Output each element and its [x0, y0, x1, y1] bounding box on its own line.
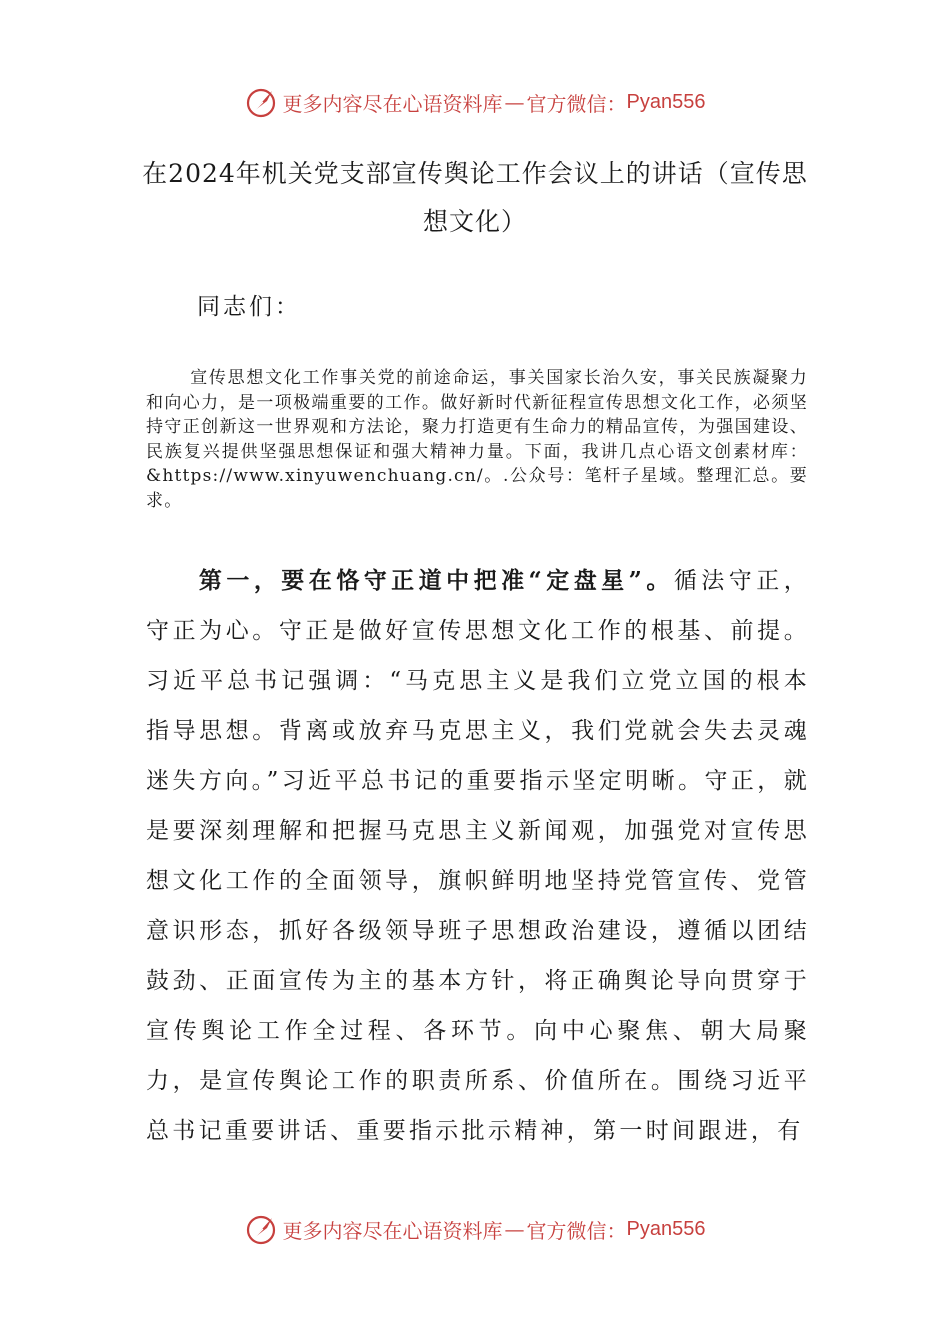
banner-dash: —	[504, 1217, 525, 1241]
footer-watermark-banner	[0, 1211, 950, 1247]
banner-wechat-label: 官方微信：	[526, 1218, 627, 1243]
banner-wechat-id: Pyan556	[626, 1217, 706, 1240]
banner-dash: —	[504, 90, 525, 114]
quill-logo-icon	[245, 85, 279, 119]
section-1-paragraph	[146, 556, 810, 1156]
intro-paragraph: 宣传思想文化工作事关党的前途命运，事关国家长治久安，事关民族凝聚力和向心力，是一项极端重要的工作。做好新时代新征程宣传思想文化工作，必须坚持守正创新这一世界观和方法论，聚力打造更有生命力的精品宣传，为强国建设、民族复兴提供坚强思想保证和强大精神力量。下面，我讲几点心语文创素材库：&https://www.xinyuwenchuang.cn/。.公众号：笔杆子星域。整理汇总。要求。	[146, 368, 808, 511]
section-1-heading: 第一，要在恪守正道中把准“定盘星”。	[198, 567, 674, 594]
banner-site-name: 更多内容尽在心语资料库	[282, 91, 503, 116]
banner-wechat-label: 官方微信：	[526, 91, 627, 116]
header-watermark-banner	[0, 84, 950, 120]
banner-site-name: 更多内容尽在心语资料库	[282, 1218, 503, 1243]
banner-wechat-id: Pyan556	[626, 90, 706, 113]
salutation: 同志们：	[197, 294, 301, 320]
section-1-text: 循法守正，守正为心。守正是做好宣传思想文化工作的根基、前提。习近平总书记强调：“马克思主义是我们立党立国的根本指导思想。背离或放弃马克思主义，我们党就会失去灵魂迷失方向。”习近平总书记的重要指示坚定明晰。守正，就是要深刻理解和把握马克思主义新闻观，加强党对宣传思想文化工作的全面领导，旗帜鲜明地坚持党管宣传、党管意识形态，抓好各级领导班子思想政治建设，遵循以团结鼓劲、正面宣传为主的基本方针，将正确舆论导向贯穿于宣传舆论工作全过程、各环节。向中心聚焦、朝大局聚力，是宣传舆论工作的职责所系、价值所在。围绕习近平总书记重要讲话、重要指示批示精神，第一时间跟进，有	[146, 568, 811, 1144]
quill-logo-icon	[245, 1212, 279, 1246]
document-title: 在2024年机关党支部宣传舆论工作会议上的讲话（宣传思想文化）	[142, 159, 808, 236]
